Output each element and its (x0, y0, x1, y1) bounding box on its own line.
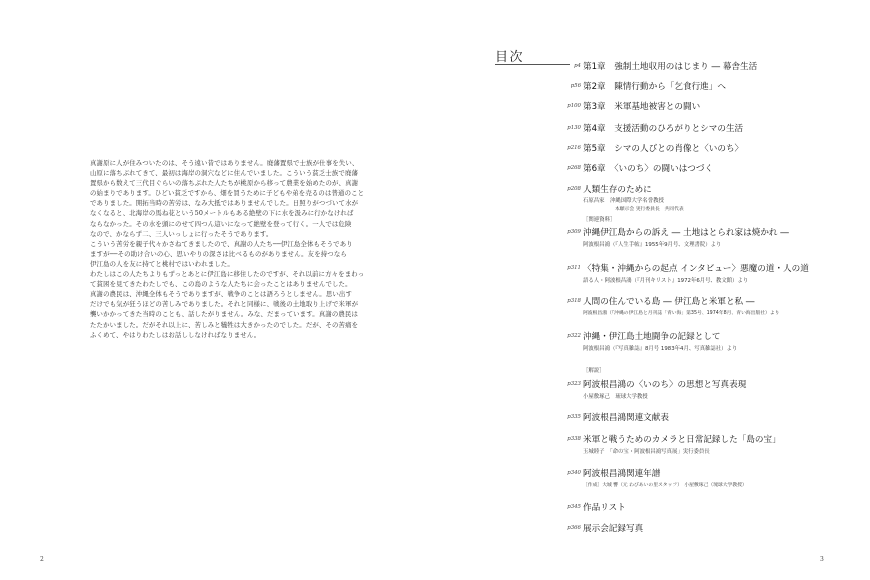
section-label-commentary: ［解説］ (583, 368, 605, 374)
toc-source: 語る人・阿波根昌鴻（『月刊キリスト』1972年6月号、教文館）より (583, 278, 749, 284)
toc-page: p100 (567, 103, 581, 109)
essay-line: 伊江島の人を友に持てと桃村ではいわれました。 (90, 259, 234, 268)
essay-line: なくなると、北海岸の馬ね花という50メートルもある絶壁の下に水を汲みに行かなければ (90, 209, 354, 218)
toc-title-text: 人間の住んでいる島 ― 伊江島と米軍と私 ― (583, 297, 755, 307)
toc-author-role: 本願示会 実行委員長 共同代表 (615, 207, 684, 212)
toc-page: p130 (567, 125, 581, 131)
essay-line: 真謝の農民は、沖縄全体もそうでありますが、戦争のことは語ろうとしません。思い出す (90, 290, 353, 299)
toc-page: p268 (567, 165, 581, 171)
toc-page: p216 (567, 145, 581, 151)
toc-title-text: 沖縄伊江島からの訴え ― 土地はとられ家は焼かれ ― (583, 228, 789, 238)
toc-page: p340 (567, 470, 581, 476)
essay-line: ふくめて、やはりわたしはお話ししなければなりません。 (90, 330, 261, 339)
essay-line: 置県から数えて三代目ぐらいの落ちぶれた人たちが桃原から移って農業を始めたのが、真謝 (90, 179, 359, 188)
essay-line: わたしはこの人たちよりもずっとあとに伊江島に移住したのですが、それ以前に方々をまわっ (90, 270, 365, 279)
essay-line: だけでも気が狂うほどの苦しみでありました。それと同様に、戦後の土地取り上げで米軍が (90, 300, 359, 309)
essay-line: て貧困を見てきたわたしでも、この島のような人たちに会ったことはありませんでした。 (90, 280, 352, 289)
toc-author: 小屋敷琢己 琉球大学教授 (583, 394, 648, 400)
toc-title-text: 作品リスト (583, 503, 626, 513)
toc-title: 目次 (495, 50, 525, 65)
toc-title-text: 人類生存のために (583, 185, 652, 195)
essay-line: たたかいました。だがそれ以上に、苦しみと犠牲は大きかったのでした。だが、その苦痛を (90, 320, 359, 329)
toc-source: 阿波根昌鴻（『写真雑誌』8月号 1983年4月、写真雑誌社）より (583, 346, 738, 352)
toc-source: 阿波根昌鴻（『人生手帖』1955年9月号、文理書院）より (583, 242, 722, 248)
toc-source: 阿波根昌鴻（『沖縄の伊江島と月刊誌「青い海」第35号、1974年8月、青い海出版社）より (583, 311, 780, 316)
toc-author: ［作成］大城 響（元 わびあいの里スタッフ） 小屋敷琢己（琉球大学教授） (583, 483, 747, 488)
toc-title-text: 第1章 強制土地収用のはじまり ― 幕舎生活 (583, 62, 758, 72)
toc-page: p4 (574, 63, 581, 69)
essay-line: ならなかった。その水を頭にのせて四つん這いになって絶壁を登って行く。一人では危険 (90, 219, 352, 228)
toc-title-text: 第5章 シマの人びとの肖像と〈いのち〉 (583, 144, 744, 154)
essay-line: でありました。開拓当時の苦労は、なみ大抵ではありませんでした。日照りがつづいて水が (90, 199, 359, 208)
toc-title-text: 第6章 〈いのち〉の闘いはつづく (583, 164, 714, 174)
toc-page: p318 (567, 298, 581, 304)
toc-page: p311 (567, 265, 581, 271)
section-label-related: ［関連資料］ (583, 217, 616, 223)
toc-author: 玉城睦子 「命の宝・阿波根昌鴻写真展」実行委員長 (583, 449, 710, 455)
toc-title-text: 阿波根昌鴻の〈いのち〉の思想と写真表現 (583, 380, 747, 390)
page-number: 3 (820, 556, 824, 563)
essay-line: の始まりであります。ひどい貧乏ですから、畑を買うために子どもや弟を売るのは普通のこと (90, 189, 365, 198)
toc-title-text: 第3章 米軍基地被害との闘い (583, 102, 701, 112)
toc-page: p345 (567, 504, 581, 510)
toc-title-text: 阿波根昌鴻関連年譜 (583, 469, 661, 479)
toc-page: p309 (567, 229, 581, 235)
essay-line: なので、かならず二、三人いっしょに行ったそうであります。 (90, 229, 273, 238)
toc-page: p366 (567, 525, 581, 531)
toc-page: p322 (567, 333, 581, 339)
page-number: 2 (40, 556, 44, 563)
toc-author: 石原昌家 沖縄国際大学名誉教授 (583, 198, 664, 204)
toc-title-text: 米軍と戦うためのカメラと日常記録した「島の宝」 (583, 435, 781, 445)
essay-line: 襲いかかってきた当時のことも、話したがりません。みな、だまっています。真謝の農民は (90, 310, 359, 319)
toc-page: p56 (570, 83, 581, 89)
toc-page: p338 (567, 436, 581, 442)
toc-title-text: 第4章 支援活動のひろがりとシマの生活 (583, 124, 744, 134)
toc-title-text: 沖縄・伊江島土地闘争の記録として (583, 332, 721, 342)
essay-line: ますが──その助け合いの心、思いやりの深さは比べるものがありません。友を持つなら (90, 249, 347, 258)
toc-page: p323 (567, 381, 581, 387)
right-page (435, 0, 870, 580)
toc-page: p208 (567, 186, 581, 192)
essay-line: こういう苦労を親子代々かさねてきましたので、真謝の人たち──伊江島全体もそうであり (90, 239, 353, 248)
toc-title-text: 〈特集・沖縄からの起点 インタビュー〉悪魔の道・人の道 (583, 264, 809, 274)
essay-line: 山原に落ちぶれてきて、最初は海岸の洞穴などに住んでいました。こういう貧乏士族で廃藩 (90, 169, 359, 178)
toc-title-text: 第2章 陳情行動から「乞食行進」へ (583, 82, 726, 92)
essay-body (90, 158, 380, 340)
toc-title-text: 展示会記録写真 (583, 524, 644, 534)
toc-page: p335 (567, 414, 581, 420)
essay-line: 真謝原に人が住みついたのは、そう遠い昔ではありません。廃藩置県で士族が仕事を失い、 (90, 159, 359, 167)
toc-title-text: 阿波根昌鴻関連文献表 (583, 413, 669, 423)
